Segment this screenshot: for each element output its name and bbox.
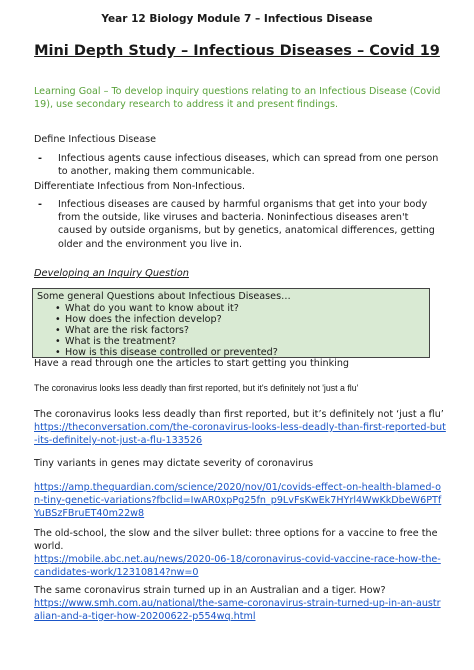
article-2-title: Tiny variants in genes may dictate severity of coronavirus [34, 458, 314, 469]
question-item: • What is the treatment? [55, 336, 176, 347]
inquiry-heading: Developing an Inquiry Question [34, 268, 189, 279]
bullet-icon: • [55, 347, 61, 358]
differentiate-point-text: Infectious diseases are caused by harmful organisms that get into your body from the outside, like viruses and bacteria. Noninfectious diseases aren't caused by outside organisms, but by genetics, anatomical differences, getting older and the environment you live in. [58, 199, 435, 250]
learning-goal: Learning Goal – To develop inquiry questions relating to an Infectious Disease (Covid 19), use secondary research to address it and present findings. [34, 86, 441, 110]
article-heading: The coronavirus looks less deadly than first reported, but it's definitely not 'just a flu' [34, 383, 359, 393]
article-3-title: The old-school, the slow and the silver bullet: three options for a vaccine to free the world. [34, 528, 438, 552]
question-item: • What are the risk factors? [55, 325, 190, 336]
question-item: • How is this disease controlled or prevented? [55, 347, 278, 358]
document-header: Year 12 Biology Module 7 – Infectious Disease [101, 13, 373, 25]
article-3 [34, 527, 446, 579]
bullet-icon: • [55, 303, 61, 314]
article-4-link[interactable]: https://www.smh.com.au/national/the-same-coronavirus-strain-turned-up-in-an-australian-and-a-tiger-how-20200622-p554wq.html [34, 598, 441, 622]
bullet-icon: • [55, 314, 61, 325]
questions-box-heading: Some general Questions about Infectious Diseases… [37, 291, 291, 302]
document-title: Mini Depth Study – Infectious Diseases – Covid 19 [34, 43, 440, 59]
questions-box [32, 288, 430, 358]
bullet-icon: • [55, 325, 61, 336]
article-3-link[interactable]: https://mobile.abc.net.au/news/2020-06-18/coronavirus-covid-vaccine-race-how-the-candidates-work/12310814?nw=0 [34, 554, 441, 578]
questions-list [55, 303, 278, 358]
article-1 [34, 408, 446, 447]
question-item: • How does the infection develop? [55, 314, 222, 325]
article-1-title: The coronavirus looks less deadly than first reported, but it’s definitely not ‘just a flu’ [34, 409, 444, 420]
article-1-link[interactable]: https://theconversation.com/the-coronavirus-looks-less-deadly-than-first-reported-but-its-definitely-not-just-a-flu-133526 [34, 422, 446, 446]
article-2-link[interactable]: https://amp.theguardian.com/science/2020/nov/01/covids-effect-on-health-blamed-on-tiny-genetic-variations?fbclid=IwAR0xpPg25fn_p9LvFsKwEk7HYrl4WwKkDbeW6PTfYuBSzFBruET40m22w8 [34, 482, 442, 519]
bullet-icon: • [55, 336, 61, 347]
article-4 [34, 584, 446, 623]
dash-bullet: - [38, 199, 42, 210]
define-point [34, 152, 444, 180]
dash-bullet: - [38, 153, 42, 164]
define-heading: Define Infectious Disease [34, 134, 156, 145]
read-instruction: Have a read through one the articles to start getting you thinking [34, 358, 350, 369]
define-point-text: Infectious agents cause infectious diseases, which can spread from one person to another, making them communicable. [58, 153, 439, 178]
question-item: • What do you want to know about it? [55, 303, 239, 314]
differentiate-heading: Differentiate Infectious from Non-Infectious. [34, 181, 246, 192]
article-2 [34, 457, 446, 520]
differentiate-point [34, 198, 444, 252]
article-4-title: The same coronavirus strain turned up in an Australian and a tiger. How? [34, 585, 386, 596]
